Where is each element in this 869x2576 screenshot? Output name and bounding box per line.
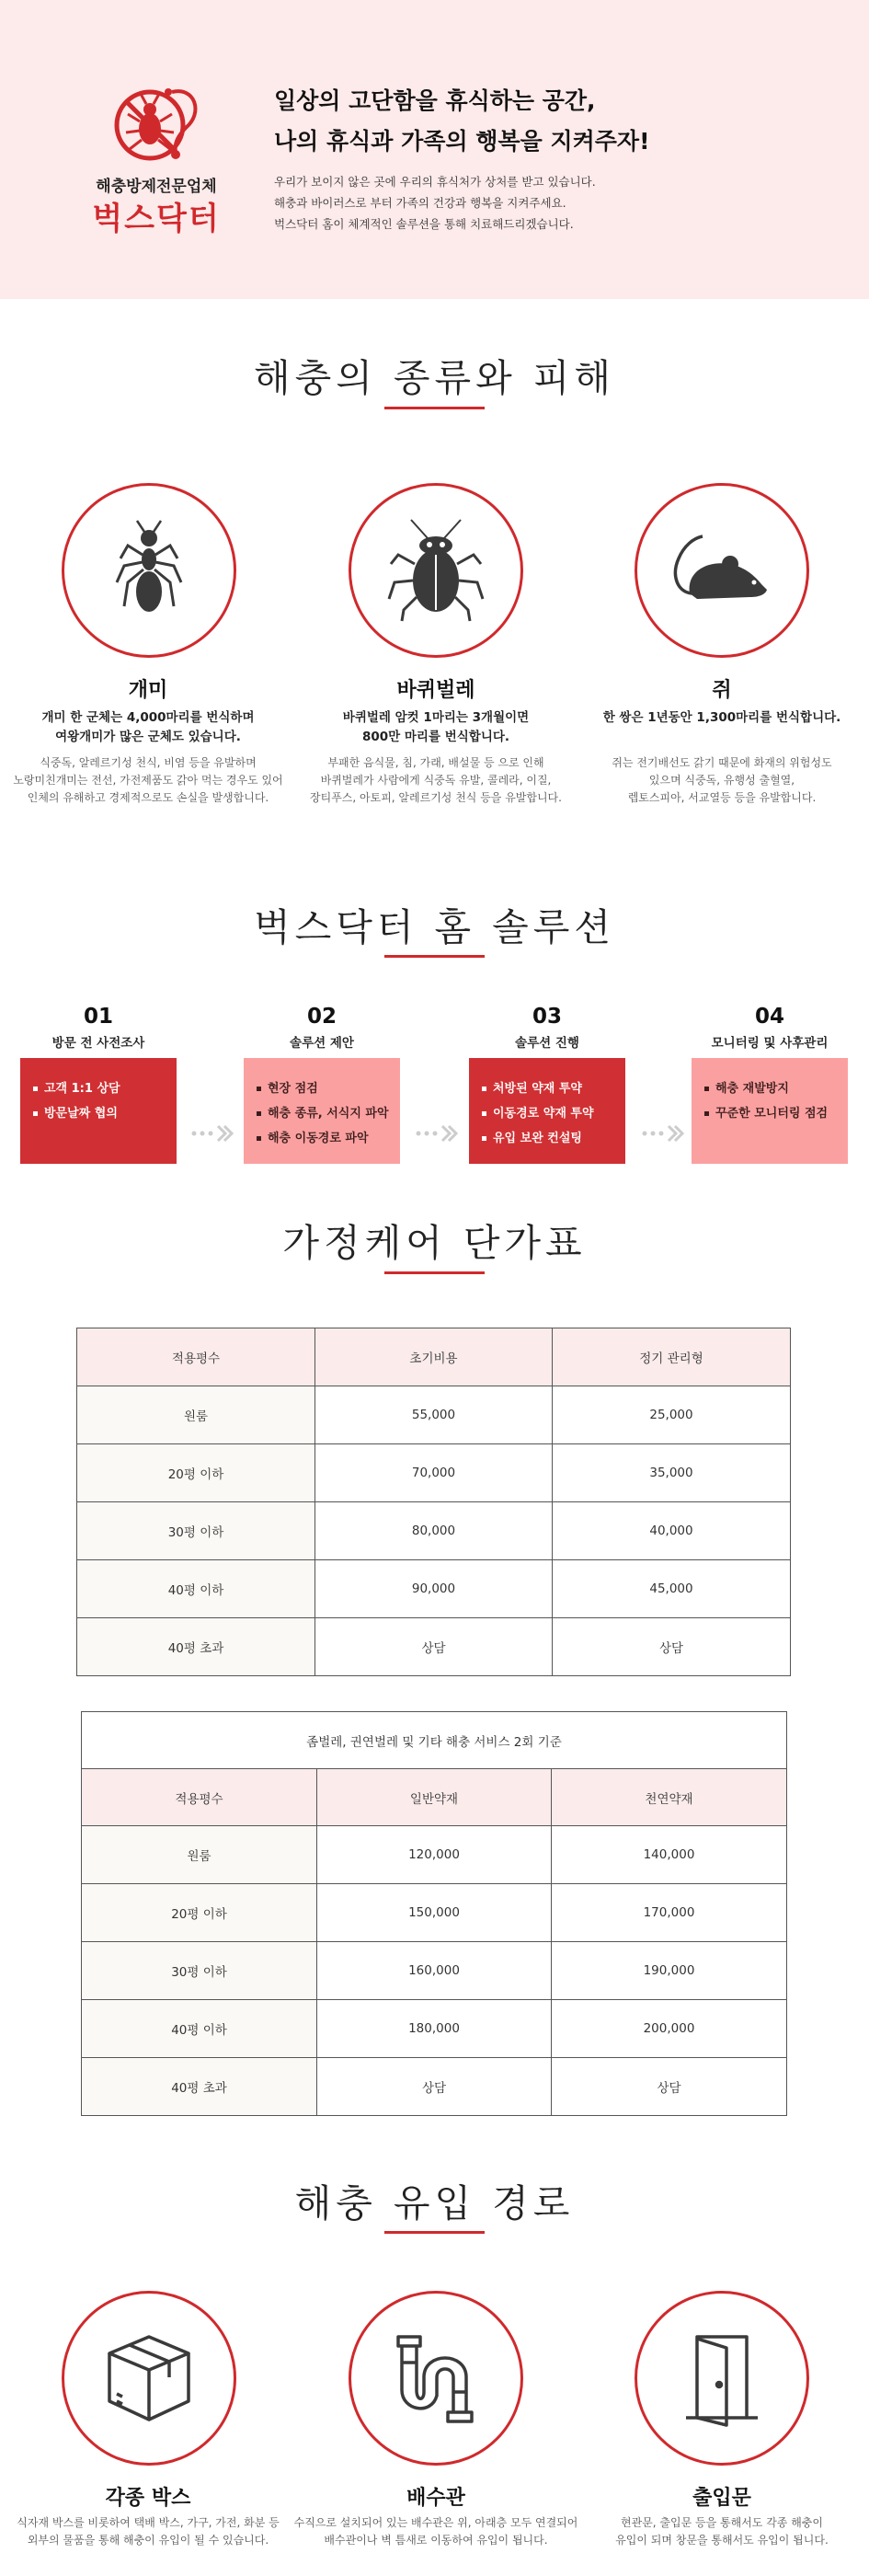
pest-description-line: 노랑미친개미는 전선, 가전제품도 갉아 먹는 경우도 있어 (13, 774, 283, 787)
table-cell: 45,000 (553, 1560, 791, 1618)
entry-name: 출입문 (692, 2487, 751, 2510)
pest-description (575, 754, 869, 807)
pest-description-line: 장티푸스, 아토피, 알레르기성 천식 등을 유발합니다. (310, 791, 562, 804)
pest-description-line: 바퀴벌레가 사람에게 식중독 유발, 콜레라, 이질, (320, 774, 552, 787)
step-label: 방문 전 사전조사 (51, 1036, 145, 1051)
pest-fact-line: 800만 마리를 번식합니다. (361, 730, 510, 744)
door-icon (669, 2326, 774, 2431)
table-cell: 200,000 (552, 2000, 787, 2058)
entry-name: 배수관 (406, 2487, 465, 2510)
pest-description (289, 754, 583, 807)
price-table-home-care (76, 1328, 791, 1676)
mouse-icon (669, 518, 774, 623)
table-cell: 상담 (315, 1618, 553, 1676)
table-cell: 160,000 (317, 1942, 552, 2000)
logo-brand-name: 벅스닥터 (92, 201, 221, 237)
section-divider (384, 2231, 485, 2234)
step-item: 현장 점검 (257, 1076, 400, 1101)
entry-description-line: 현관문, 출입문 등을 통해서도 각종 해충이 (621, 2516, 823, 2529)
column-header: 적용평수 (82, 1769, 317, 1826)
entry-description (575, 2514, 869, 2549)
entry-description-line: 수직으로 설치되어 있는 배수관은 위, 아래층 모두 연결되어 (293, 2516, 578, 2529)
entry-description (0, 2514, 299, 2549)
hero-description-line: 해충과 바이러스로 부터 가족의 건강과 행복을 지켜주세요. (274, 196, 566, 210)
chevron-right-icon (415, 1124, 459, 1143)
step-box (692, 1058, 848, 1164)
brand-logo (87, 81, 225, 237)
column-header: 적용평수 (77, 1328, 315, 1386)
column-header: 초기비용 (315, 1328, 553, 1386)
table-cell: 70,000 (315, 1444, 553, 1502)
table-cell: 120,000 (317, 1826, 552, 1884)
price-table-other-pests (81, 1711, 787, 2116)
hero-description-line: 우리가 보이지 않은 곳에 우리의 휴식처가 상처를 받고 있습니다. (274, 175, 596, 189)
solution-section-title: 벅스닥터 홈 솔루션 (254, 905, 615, 949)
pest-circle-ant (62, 483, 236, 658)
pest-name: 바퀴벌레 (396, 679, 475, 702)
table-cell: 180,000 (317, 2000, 552, 2058)
table-cell: 150,000 (317, 1884, 552, 1942)
pest-fact-line: 개미 한 군체는 4,000마리를 번식하며 (41, 710, 255, 725)
entry-description-line: 배수관이나 벽 틈새로 이동하여 유입이 됩니다. (324, 2534, 548, 2547)
section-divider (384, 955, 485, 958)
step-item: 유입 보완 컨설팅 (482, 1126, 625, 1151)
step-box (20, 1058, 177, 1164)
entry-circle-drain (349, 2291, 523, 2466)
table-cell: 25,000 (553, 1386, 791, 1444)
logo-subtitle: 해충방제전문업체 (96, 178, 217, 196)
hero-description (274, 171, 596, 235)
ant-icon (97, 518, 201, 623)
pest-fact (10, 708, 286, 747)
table-cell: 40평 이하 (77, 1560, 315, 1618)
pest-name: 쥐 (712, 679, 732, 702)
cockroach-icon (383, 518, 488, 623)
pest-description-line: 쥐는 전기배선도 갉기 때문에 화재의 위험성도 (612, 756, 832, 769)
entry-circle-door (635, 2291, 809, 2466)
step-item: 해충 종류, 서식지 파악 (257, 1101, 400, 1126)
step-label: 모니터링 및 사후관리 (711, 1036, 829, 1051)
logo-bug-stethoscope-icon (108, 81, 209, 164)
step-number: 04 (754, 1005, 784, 1029)
step-number: 01 (83, 1005, 113, 1029)
entry-description-line: 식자재 박스를 비롯하여 택배 박스, 가구, 가전, 화분 등 (17, 2516, 280, 2529)
table-cell: 원룸 (77, 1386, 315, 1444)
step-number: 02 (306, 1005, 337, 1029)
table-cell: 80,000 (315, 1502, 553, 1560)
section-divider (384, 407, 485, 409)
table-row (82, 1826, 787, 1884)
step-box (244, 1058, 400, 1164)
table-row (77, 1560, 791, 1618)
table-cell: 상담 (553, 1618, 791, 1676)
table-cell: 140,000 (552, 1826, 787, 1884)
table-header-row (77, 1328, 791, 1386)
step-number: 03 (532, 1005, 562, 1029)
pest-description-line: 인체의 유해하고 경제적으로도 손실을 발생합니다. (27, 791, 269, 804)
table-cell: 40평 이하 (82, 2000, 317, 2058)
table-row (77, 1502, 791, 1560)
table-note-row (82, 1712, 787, 1769)
table-row (77, 1618, 791, 1676)
pest-description-line: 있으며 식중독, 유행성 출혈열, (648, 774, 795, 787)
table-row (77, 1444, 791, 1502)
pest-description-line: 부패한 음식물, 침, 가래, 배설물 등 으로 인해 (327, 756, 544, 769)
entry-description-line: 유입이 되며 창문을 통해서도 유입이 됩니다. (615, 2534, 829, 2547)
step-item: 해충 재발방지 (704, 1076, 848, 1101)
table-cell: 20평 이하 (77, 1444, 315, 1502)
pest-circle-mouse (635, 483, 809, 658)
step-item: 처방된 약재 투약 (482, 1076, 625, 1101)
table-row (82, 1884, 787, 1942)
table-row (82, 2000, 787, 2058)
table-cell: 20평 이하 (82, 1884, 317, 1942)
table-cell: 30평 이하 (77, 1502, 315, 1560)
pest-description (1, 754, 295, 807)
column-header: 천연약재 (552, 1769, 787, 1826)
entry-name: 각종 박스 (105, 2487, 191, 2510)
table-cell: 30평 이하 (82, 1942, 317, 2000)
column-header: 일반약재 (317, 1769, 552, 1826)
pest-fact-line: 한 쌍은 1년동안 1,300마리를 번식합니다. (602, 710, 841, 725)
pest-circle-cockroach (349, 483, 523, 658)
entry-section-title: 해충 유입 경로 (294, 2181, 575, 2225)
step-item: 이동경로 약재 투약 (482, 1101, 625, 1126)
table-cell: 35,000 (553, 1444, 791, 1502)
pest-fact-line: 바퀴벌레 암컷 1마리는 3개월이면 (342, 710, 530, 725)
table-cell: 상담 (552, 2058, 787, 2116)
table-cell: 상담 (317, 2058, 552, 2116)
table-cell: 190,000 (552, 1942, 787, 2000)
entry-description-line: 외부의 물품을 통해 해충이 유입이 될 수 있습니다. (27, 2534, 269, 2547)
table-cell: 170,000 (552, 1884, 787, 1942)
step-box (469, 1058, 625, 1164)
table-note: 좀벌레, 권연벌레 및 기타 해충 서비스 2회 기준 (82, 1712, 787, 1769)
table-header-row (82, 1769, 787, 1826)
table-cell: 40평 초과 (82, 2058, 317, 2116)
hero-headline (274, 81, 649, 162)
hero-description-line: 벅스닥터 홈이 체계적인 솔루션을 통해 치료해드리겠습니다. (274, 217, 574, 231)
pest-description-line: 렙토스피아, 서교열등 등을 유발합니다. (627, 791, 817, 804)
section-divider (384, 1271, 485, 1274)
table-cell: 90,000 (315, 1560, 553, 1618)
pest-fact (584, 708, 860, 728)
price-section-title: 가정케어 단가표 (282, 1221, 587, 1265)
entry-circle-box (62, 2291, 236, 2466)
hero-headline-line: 일상의 고단함을 휴식하는 공간, (274, 87, 596, 114)
chevron-right-icon (641, 1124, 685, 1143)
column-header: 정기 관리형 (553, 1328, 791, 1386)
step-label: 솔루션 제안 (290, 1036, 354, 1051)
step-item: 고객 1:1 상담 (33, 1076, 177, 1101)
step-label: 솔루션 진행 (515, 1036, 579, 1051)
drain-pipe-icon (383, 2326, 488, 2431)
table-cell: 40,000 (553, 1502, 791, 1560)
pest-description-line: 식중독, 알레르기성 천식, 비염 등을 유발하며 (40, 756, 257, 769)
chevron-right-icon (190, 1124, 234, 1143)
pests-section-title: 해충의 종류와 피해 (254, 356, 615, 400)
pest-fact-line: 여왕개미가 많은 군체도 있습니다. (55, 730, 241, 744)
step-item: 해충 이동경로 파악 (257, 1126, 400, 1151)
table-row (82, 1942, 787, 2000)
pest-name: 개미 (128, 679, 168, 702)
entry-description (281, 2514, 590, 2549)
hero-banner (0, 0, 869, 299)
pest-fact (298, 708, 574, 747)
step-item: 방문날짜 협의 (33, 1101, 177, 1126)
box-icon (97, 2326, 201, 2431)
table-cell: 원룸 (82, 1826, 317, 1884)
table-row (82, 2058, 787, 2116)
table-cell: 40평 초과 (77, 1618, 315, 1676)
table-row (77, 1386, 791, 1444)
hero-headline-line: 나의 휴식과 가족의 행복을 지켜주자! (274, 128, 650, 155)
step-item: 꾸준한 모니터링 점검 (704, 1101, 848, 1126)
table-cell: 55,000 (315, 1386, 553, 1444)
